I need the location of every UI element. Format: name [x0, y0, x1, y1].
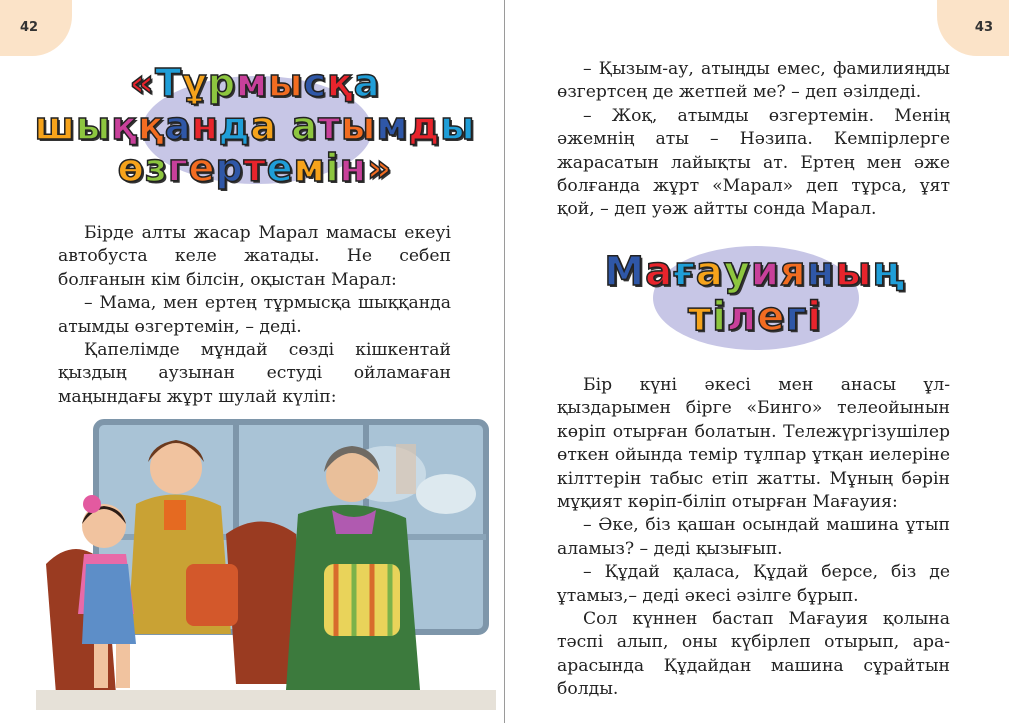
- story-text-left: [58, 222, 451, 409]
- title-line: «Тұрмысқа: [129, 61, 381, 105]
- story-title-left: [30, 62, 480, 190]
- paragraph: – Жоқ, атымды өзгертемін. Менің әжемнің аты – Нәзипа. Кемпірлерге жарасатын лайықты ат. Ертең мен әже болғанда жұрт «Марал» деп тұрса, ұят қой, – деп уәж айтты сонда Марал.: [557, 105, 950, 220]
- title-line: Мағауияның: [604, 249, 906, 295]
- paragraph: Сол күннен бастап Мағауия қолына тәспі алып, оны күбірлеп отырып, ара-арасында Құдайдан машина сұрайтын болды.: [557, 609, 950, 700]
- bus-scene-illustration: [36, 414, 496, 710]
- paragraph: Бір күні әкесі мен анасы ұл-қыздарымен бірге «Бинго» телеойынын көріп отырған болатын. Тележүргізушілер өткен ойында темір тұлпар ұтқан иелеріне кілттерін табыс етіп жатты. Мұның бәрін мұқият көріп-біліп отырған Мағауия:: [557, 375, 950, 513]
- title-line: шыққанда атымды: [34, 103, 476, 148]
- page-number-left: 42: [20, 20, 39, 35]
- paragraph: – Құдай қаласа, Құдай берсе, біз де ұтамыз,– деді әкесі әзілге бұрып.: [557, 562, 950, 606]
- right-page: [505, 0, 1009, 723]
- paragraph: Қапелімде мұндай сөзді кішкентай қыздың аузынан естуді ойламаған маңындағы жұрт шулай күліп:: [58, 340, 451, 407]
- story-title-right: [565, 250, 945, 340]
- story-text-right-bottom: [557, 374, 950, 702]
- paragraph: – Әке, біз қашан осындай машина ұтып аламыз? – деді қызығып.: [557, 515, 950, 559]
- page-number-badge: [937, 0, 1009, 56]
- title-line: өзгертемін»: [117, 146, 393, 191]
- paragraph: – Мама, мен ертең тұрмысқа шыққанда атымды өзгертемін, – деді.: [58, 293, 451, 337]
- paragraph: – Қызым-ау, атыңды емес, фамилияңды өзгертсең де жетпей ме? – деп әзілдеді.: [557, 59, 950, 103]
- title-line: тілегі: [688, 293, 822, 340]
- story-text-right-top: [557, 58, 950, 222]
- paragraph: Бірде алты жасар Марал мамасы екеуі автобуста келе жатады. Не себеп болғанын кім білсін, оқыстан Марал:: [58, 223, 451, 290]
- left-page: [0, 0, 504, 723]
- page-number-right: 43: [974, 20, 993, 35]
